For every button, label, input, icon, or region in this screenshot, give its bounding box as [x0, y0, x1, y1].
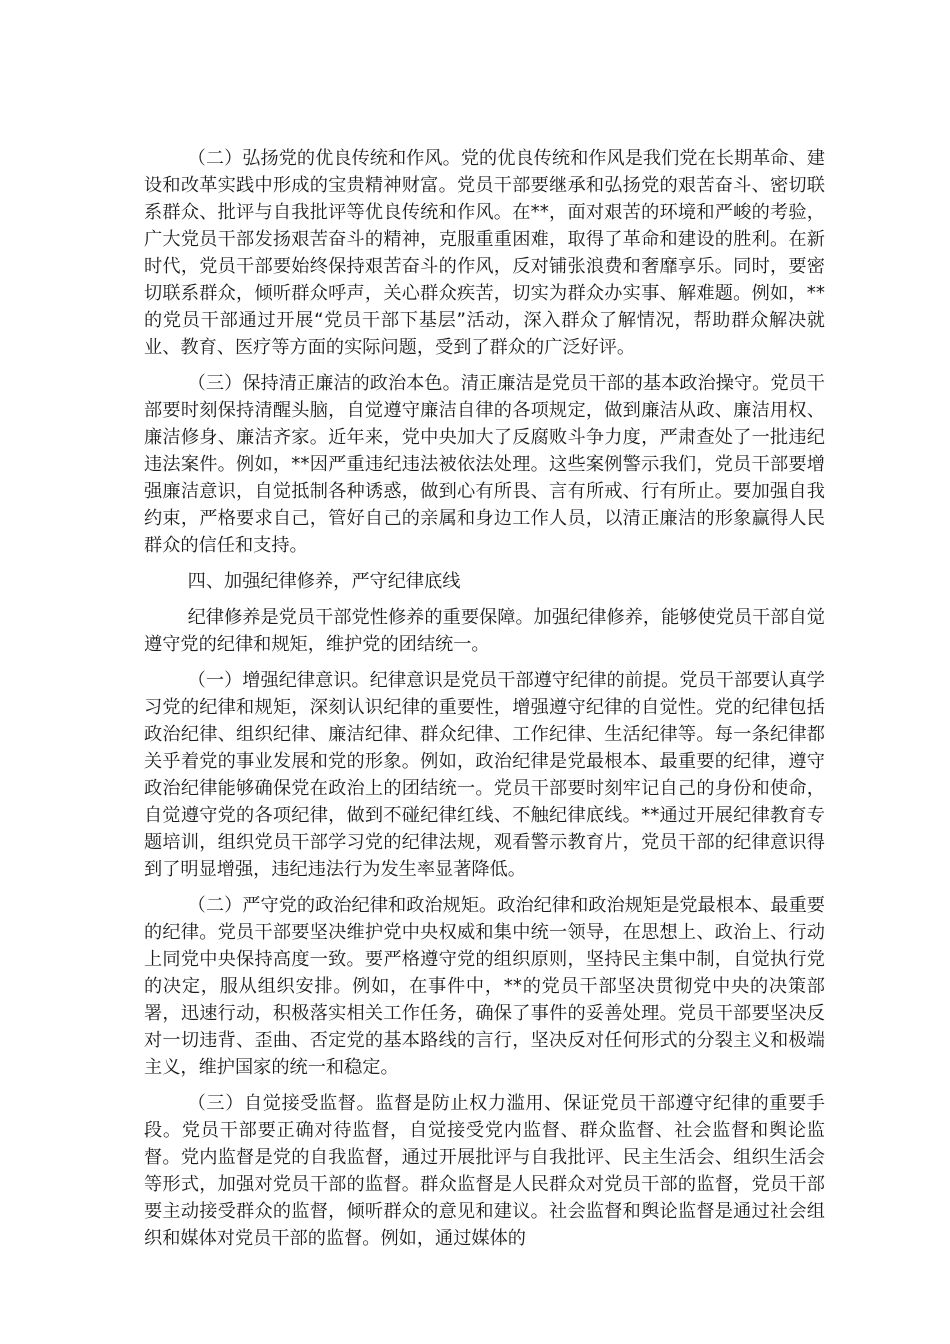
document-body	[144, 145, 825, 1261]
section-heading-4: 四、加强纪律修养，严守纪律底线	[187, 571, 461, 592]
paragraph-2-2: （二）弘扬党的优良传统和作风。党的优良传统和作风是我们党在长期革命、建设和改革实践中形成的宝贵精神财富。党员干部要继承和弘扬党的艰苦奋斗、密切联系群众、批评与自我批评等优良传统和作风。在**，面对艰苦的环境和严峻的考验，广大党员干部发扬艰苦奋斗的精神，克服重重困难，取得了革命和建设的胜利。在新时代，党员干部要始终保持艰苦奋斗的作风，反对铺张浪费和奢靡享乐。同时，要密切联系群众，倾听群众呼声，关心群众疾苦，切实为群众办实事、解难题。例如，**的党员干部通过开展“党员干部下基层”活动，深入群众了解情况，帮助群众解决就业、教育、医疗等方面的实际问题，受到了群众的广泛好评。	[144, 148, 825, 358]
paragraph-4-intro: 纪律修养是党员干部党性修养的重要保障。加强纪律修养，能够使党员干部自觉遵守党的纪律和规矩，维护党的团结统一。	[144, 607, 825, 655]
paragraph-2-3: （三）保持清正廉洁的政治本色。清正廉洁是党员干部的基本政治操守。党员干部要时刻保持清醒头脑，自觉遵守廉洁自律的各项规定，做到廉洁从政、廉洁用权、廉洁修身、廉洁齐家。近年来，党中央加大了反腐败斗争力度，严肃查处了一批违纪违法案件。例如，**因严重违纪违法被依法处理。这些案例警示我们，党员干部要增强廉洁意识，自觉抵制各种诱惑，做到心有所畏、言有所戒、行有所止。要加强自我约束，严格要求自己，管好自己的亲属和身边工作人员，以清正廉洁的形象赢得人民群众的信任和支持。	[144, 373, 825, 556]
paragraph-4-1: （一）增强纪律意识。纪律意识是党员干部遵守纪律的前提。党员干部要认真学习党的纪律和规矩，深刻认识纪律的重要性，增强遵守纪律的自觉性。党的纪律包括政治纪律、组织纪律、廉洁纪律、群众纪律、工作纪律、生活纪律等。每一条纪律都关乎着党的事业发展和党的形象。例如，政治纪律是党最根本、最重要的纪律，遵守政治纪律能够确保党在政治上的团结统一。党员干部要时刻牢记自己的身份和使命，自觉遵守党的各项纪律，做到不碰纪律红线、不触纪律底线。**通过开展纪律教育专题培训，组织党员干部学习党的纪律法规，观看警示教育片，党员干部的纪律意识得到了明显增强，违纪违法行为发生率显著降低。	[144, 670, 825, 880]
paragraph-4-3: （三）自觉接受监督。监督是防止权力滥用、保证党员干部遵守纪律的重要手段。党员干部要正确对待监督，自觉接受党内监督、群众监督、社会监督和舆论监督。党内监督是党的自我监督，通过开展批评与自我批评、民主生活会、组织生活会等形式，加强对党员干部的监督。群众监督是人民群众对党员干部的监督，党员干部要主动接受群众的监督，倾听群众的意见和建议。社会监督和舆论监督是通过社会组织和媒体对党员干部的监督。例如，通过媒体的	[144, 1093, 825, 1249]
paragraph-4-2: （二）严守党的政治纪律和政治规矩。政治纪律和政治规矩是党最根本、最重要的纪律。党员干部要坚决维护党中央权威和集中统一领导，在思想上、政治上、行动上同党中央保持高度一致。要严格遵守党的组织原则，坚持民主集中制，自觉执行党的决定，服从组织安排。例如，在事件中，**的党员干部坚决贯彻党中央的决策部署，迅速行动，积极落实相关工作任务，确保了事件的妥善处理。党员干部要坚决反对一切违背、歪曲、否定党的基本路线的言行，坚决反对任何形式的分裂主义和极端主义，维护国家的统一和稳定。	[144, 895, 825, 1078]
